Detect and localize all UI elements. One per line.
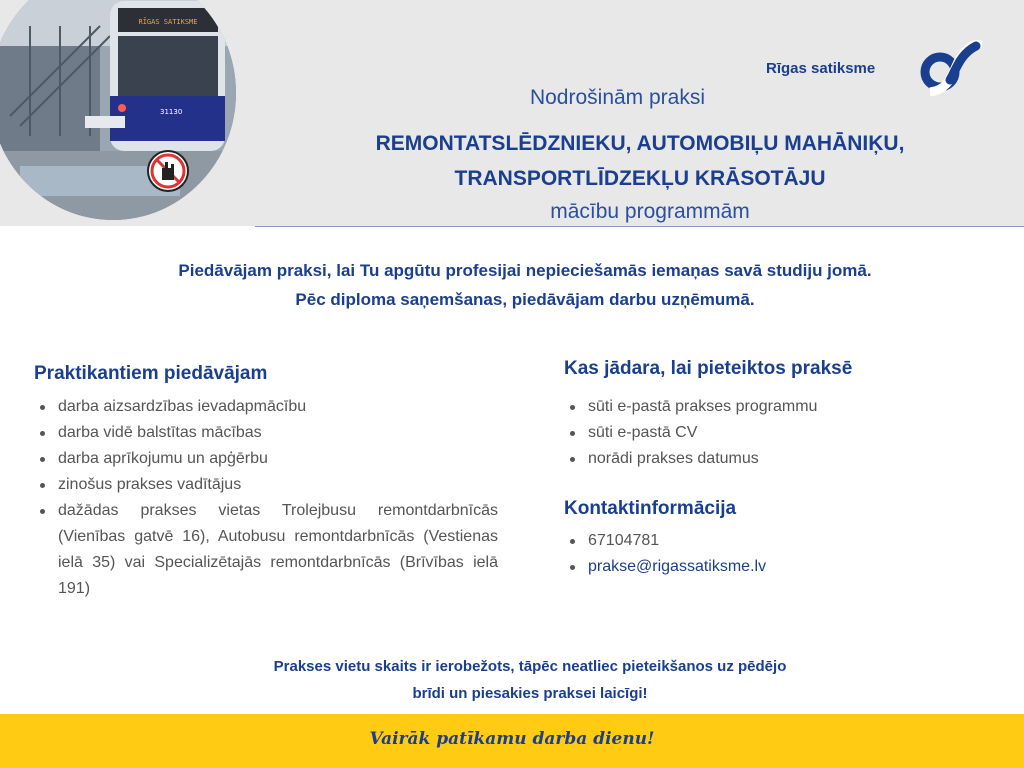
list-item: norādi prakses datumus: [564, 446, 984, 472]
contact-section-title: Kontaktinformācija: [564, 498, 737, 519]
tram-number: 31130: [160, 108, 183, 116]
intro-line: Pēc diploma saņemšanas, piedāvājam darbu uzņēmumā.: [295, 290, 755, 309]
intro-line: Piedāvājam praksi, lai Tu apgūtu profesijai nepieciešamās iemaņas savā studiju jomā.: [178, 261, 872, 280]
apply-section-title: Kas jādara, lai pieteiktos praksē: [564, 358, 853, 379]
contact-list: [564, 528, 984, 580]
header-divider: [255, 226, 1024, 227]
list-item: darba aizsardzības ievadapmācību: [34, 394, 498, 420]
apply-steps-list: [564, 394, 984, 472]
notice-line: Prakses vietu skaits ir ierobežots, tāpēc neatliec pieteikšanos uz pēdējo: [273, 658, 787, 675]
offer-list: [34, 394, 498, 602]
contact-email-link[interactable]: prakse@rigassatiksme.lv: [588, 558, 767, 575]
logo-mark-icon: [916, 40, 982, 96]
list-item: sūti e-pastā prakses programmu: [564, 394, 984, 420]
header-title: [300, 126, 980, 196]
list-item: darba vidē balstītas mācības: [34, 420, 498, 446]
logo-text: Rīgas satiksme: [766, 60, 876, 77]
footer-slogan: Vairāk patīkamu darba dienu!: [369, 729, 655, 749]
list-item: darba aprīkojumu un apģērbu: [34, 446, 498, 472]
header-subtitle: Nodrošinām praksi: [529, 86, 706, 109]
list-item: sūti e-pastā CV: [564, 420, 984, 446]
list-item: dažādas prakses vietas Trolejbusu remontdarbnīcās (Vienības gatvē 16), Autobusu remontdarbnīcās (Vestienas ielā 35) vai Specializētajās remontdarbnīcās (Brīvības ielā 191): [34, 498, 498, 602]
list-item: zinošus prakses vadītājus: [34, 472, 498, 498]
tram-destination-sign: RĪGAS SATIKSME: [138, 18, 198, 26]
header-title-line: REMONTATSLĒDZNIEKU, AUTOMOBIĻU MAHĀNIĶU,: [375, 132, 905, 155]
contact-phone: 67104781: [564, 528, 984, 554]
offer-section-title: Praktikantiem piedāvājam: [34, 363, 268, 384]
notice-text: [190, 653, 870, 707]
header-subtitle-secondary: mācību programmām: [550, 200, 750, 223]
contact-email-item: [564, 554, 984, 580]
footer-band: [0, 714, 1024, 768]
notice-line: brīdi un piesakies praksei laicīgi!: [412, 685, 648, 702]
header-title-line: TRANSPORTLĪDZEKĻU KRĀSOTĀJU: [454, 167, 826, 190]
intro-text: [60, 256, 990, 314]
